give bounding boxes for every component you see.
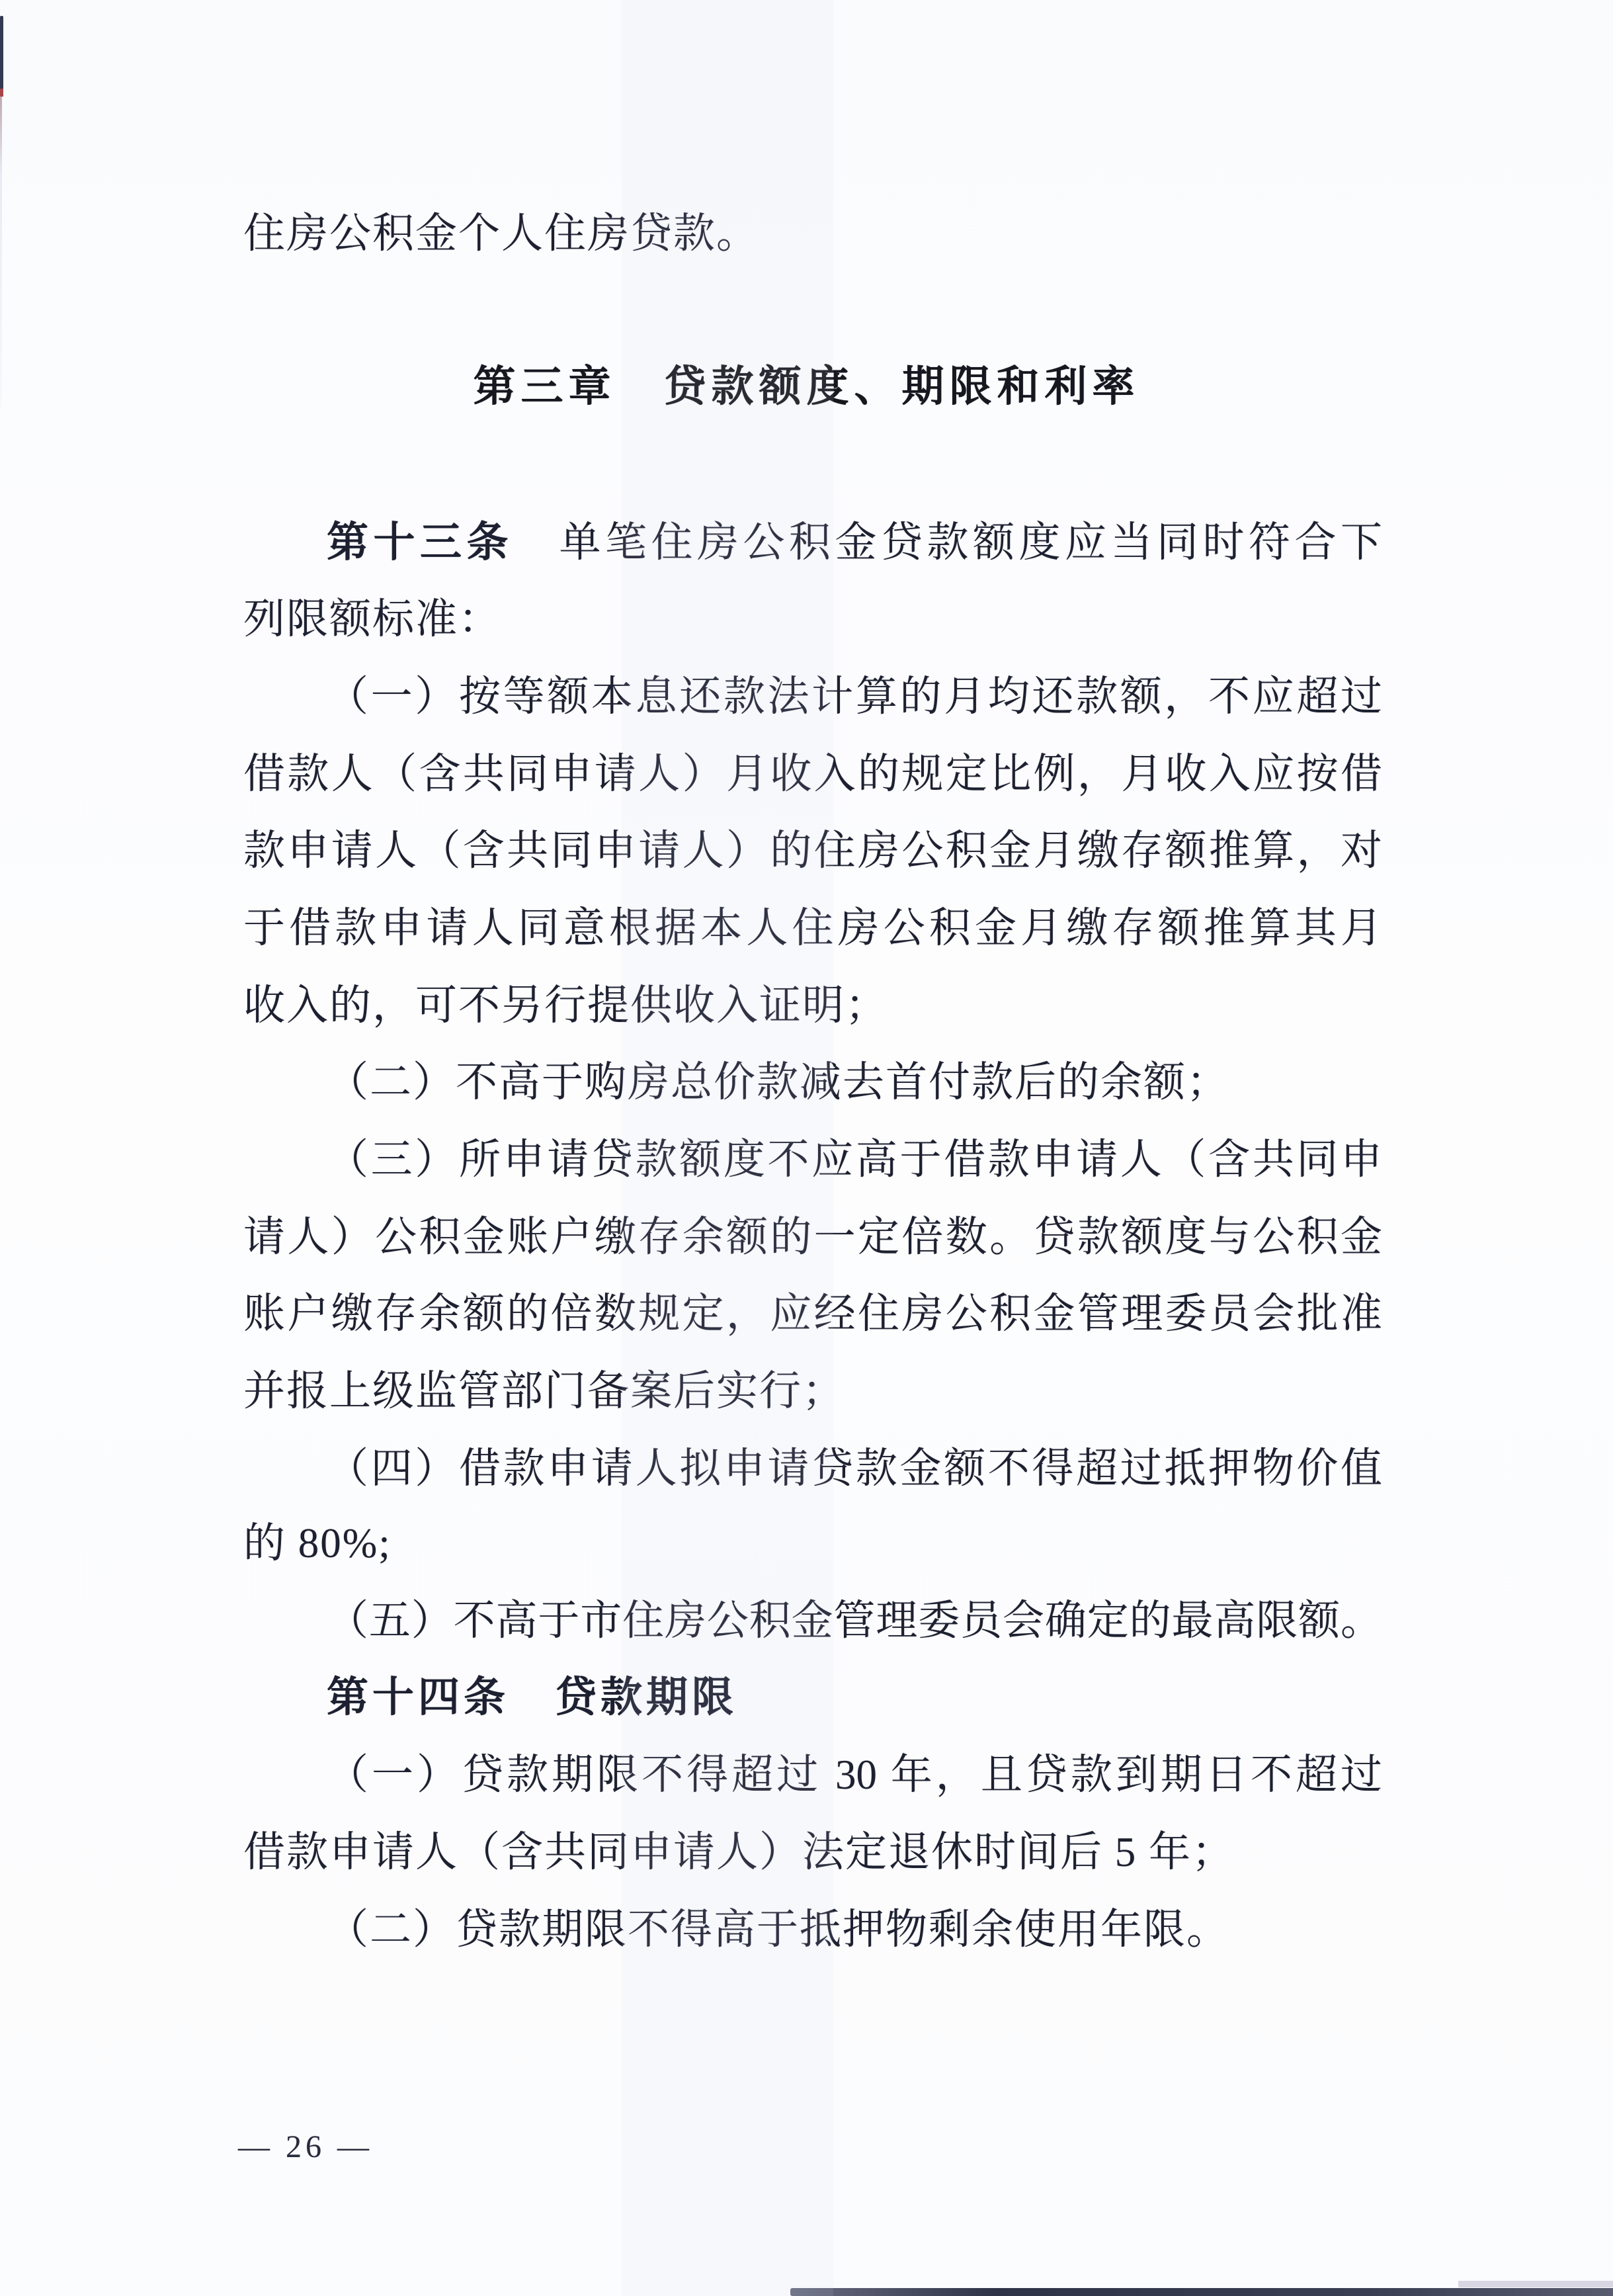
item-5-line: （五）不高于市住房公积金管理委员会确定的最高限额。 <box>327 1597 1382 1644</box>
paragraph-continuation-line: 住房公积金个人住房贷款。 <box>243 210 759 257</box>
page-number: — 26 — <box>238 2129 373 2164</box>
article-14-title: 贷款期限 <box>509 1674 737 1721</box>
item-4-line: 的 80%; <box>243 1520 392 1566</box>
item-3-line: （三）所申请贷款额度不应高于借款申请人（含共同申 <box>327 1136 1382 1183</box>
article-13-number: 第十三条 <box>327 519 513 566</box>
item-1-line: （一）贷款期限不得超过 30 年，且贷款到期日不超过 <box>327 1752 1382 1798</box>
scan-artifact-left-edge <box>0 16 3 94</box>
scan-artifact-bottom-corner <box>1458 2281 1613 2287</box>
item-2-line: （二）不高于购房总价款减去首付款后的余额； <box>327 1059 1229 1105</box>
item-2-line: （二）贷款期限不得高于抵押物剩余使用年限。 <box>327 1906 1229 1953</box>
item-1-line: 借款申请人（含共同申请人）法定退休时间后 5 年； <box>243 1829 1235 1875</box>
item-1-line: 于借款申请人同意根据本人住房公积金月缴存额推算其月 <box>243 905 1382 951</box>
item-3-line: 并报上级监管部门备案后实行； <box>243 1368 845 1414</box>
item-1-line: （一）按等额本息还款法计算的月均还款额，不应超过 <box>327 673 1382 720</box>
item-3-line: 账户缴存余额的倍数规定，应经住房公积金管理委员会批准 <box>243 1291 1382 1337</box>
item-3-line: 请人）公积金账户缴存余额的一定倍数。贷款额度与公积金 <box>243 1214 1382 1260</box>
article-13-lead-text: 单笔住房公积金贷款额度应当同时符合下 <box>513 519 1382 566</box>
item-1-line: 款申请人（含共同申请人）的住房公积金月缴存额推算，对 <box>243 828 1382 874</box>
article-13-lead-line <box>243 516 1382 569</box>
item-4-line: （四）借款申请人拟申请贷款金额不得超过抵押物价值 <box>327 1445 1382 1492</box>
text-line: 列限额标准： <box>243 596 501 642</box>
scan-artifact-red-speck <box>0 89 3 97</box>
article-14-number: 第十四条 <box>327 1674 509 1721</box>
item-1-line: 收入的，可不另行提供收入证明； <box>243 982 888 1029</box>
item-1-line: 借款人（含共同申请人）月收入的规定比例，月收入应按借 <box>243 751 1382 797</box>
chapter-heading: 第三章 贷款额度、期限和利率 <box>473 363 1140 410</box>
scan-artifact-bottom-edge <box>790 2288 1613 2296</box>
article-14-heading-line <box>243 1671 1382 1724</box>
